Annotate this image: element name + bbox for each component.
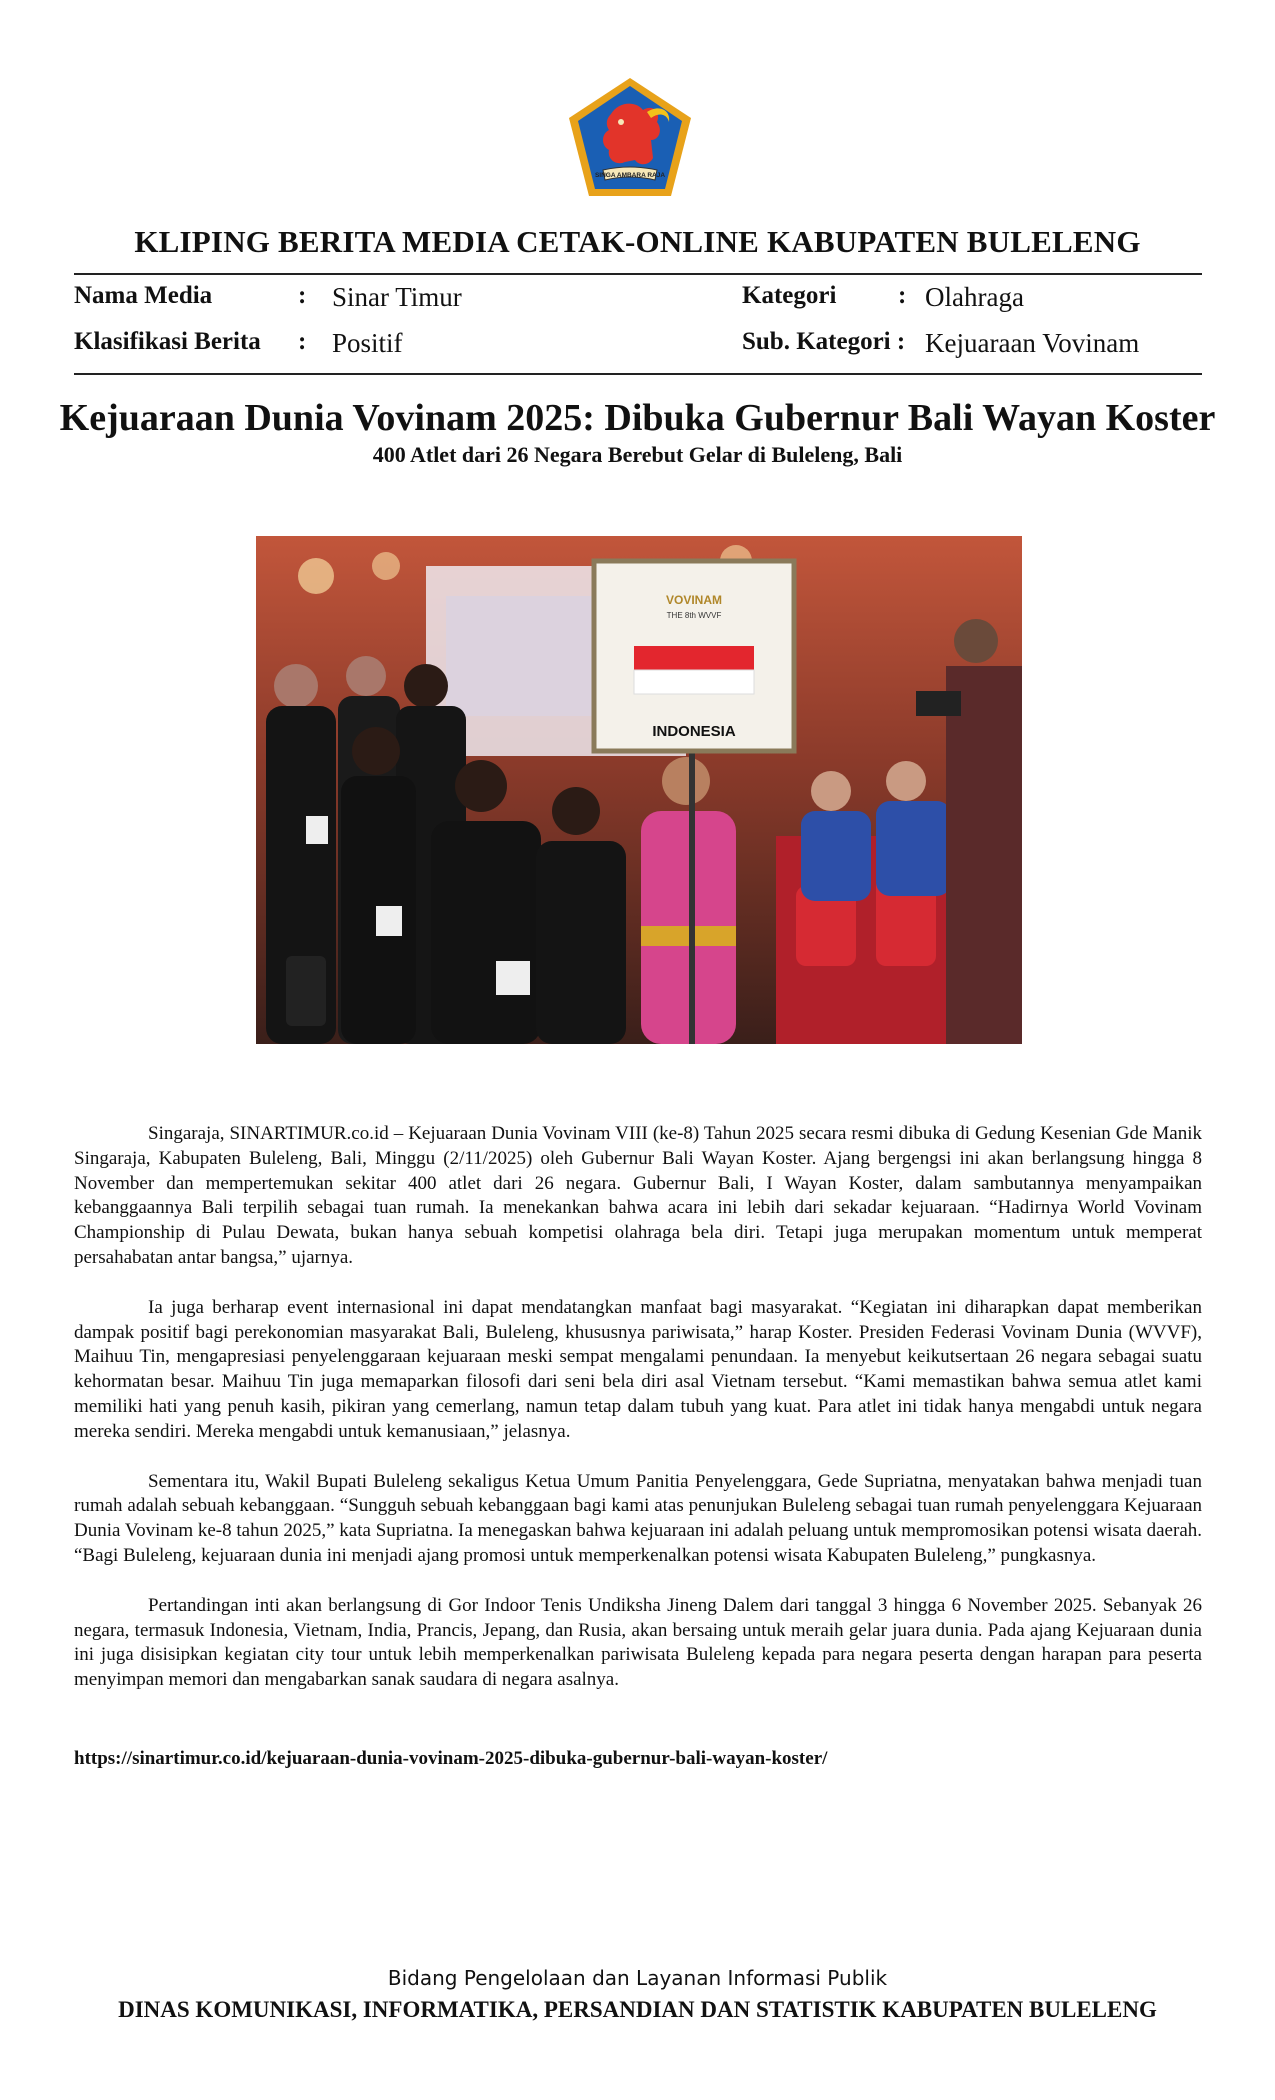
- spectator-head: [811, 771, 851, 811]
- photographer-body: [946, 666, 1022, 1044]
- article-paragraph: Pertandingan inti akan berlangsung di Gor Indoor Tenis Undiksha Jineng Dalem dari tanggal 3 hingga 6 November 2025. Sebanyak 26 negara, termasuk Indonesia, Vietnam, India, Prancis, Jepang, dan Rusia, akan bersaing untuk meraih gelar juara dunia. Pada ajang Kejuaraan dunia ini juga disisipkan kegiatan city tour untuk lebih memperkenalkan pariwisata Buleleng kepada para negara peserta dengan harapan para peserta menyimpan memori dan mengabarkan sanak saudara di negara asalnya.: [74, 1594, 1202, 1691]
- spectator-body: [801, 811, 871, 901]
- lion-eye: [618, 119, 624, 125]
- article-paragraph: Ia juga berharap event internasional ini dapat mendatangkan manfaat bagi masyarakat. “Kegiatan ini diharapkan dapat memberikan dampak positif bagi perekonomian masyarakat Bali, Buleleng, khususnya pariwisata,” harap Koster. Presiden Federasi Vovinam Dunia (WVVF), Maihuu Tin, mengapresiasi penyelenggaraan kejuaraan meski sempat mengalami penundaan. Ia menyebut keikutsertaan 26 negara sebagai suatu kehormatan besar. Maihuu Tin juga memaparkan filosofi dari seni bela diri asal Vietnam tersebut. “Kami memastikan bahwa semua atlet kami memiliki hati yang penuh kasih, pikiran yang cemerlang, namun tetap dalam tubuh yang kuat. Para atlet ini tidak hanya mengabdi untuk negara mereka sendiri. Mereka mengabdi untuk kemanusiaan,” jelasnya.: [74, 1296, 1202, 1442]
- singa-ambara-raja-emblem-icon: [563, 74, 697, 202]
- header-divider-bottom: [74, 373, 1202, 375]
- footer-department: Bidang Pengelolaan dan Layanan Informasi Publik: [387, 1966, 888, 1990]
- article-headline: Kejuaraan Dunia Vovinam 2025: Dibuka Gubernur Bali Wayan Koster: [59, 397, 1216, 439]
- camera: [916, 691, 961, 716]
- sub-kategori-label: Sub. Kategori :: [742, 328, 906, 355]
- flag-red-stripe: [634, 646, 754, 670]
- kategori-value: Olahraga: [925, 282, 1024, 312]
- spectator-head: [886, 761, 926, 801]
- sub-kategori-value: Kejuaraan Vovinam: [925, 328, 1140, 358]
- kategori-colon: :: [898, 282, 907, 309]
- article-body: [74, 1122, 1202, 1718]
- klasifikasi-berita-value: Positif: [332, 328, 403, 358]
- spectator-body: [876, 801, 951, 896]
- photographer-head: [954, 619, 998, 663]
- article-subheadline: 400 Atlet dari 26 Negara Berebut Gelar di Buleleng, Bali: [372, 442, 903, 467]
- nama-media-label: Nama Media: [74, 282, 213, 309]
- clipping-header-title: KLIPING BERITA MEDIA CETAK-ONLINE KABUPATEN BULELENG: [134, 224, 1141, 259]
- emblem-motto: SINGA AMBARA RAJA: [594, 172, 666, 179]
- klasifikasi-berita-label: Klasifikasi Berita: [74, 328, 261, 355]
- phone-foreground: [286, 956, 326, 1026]
- stage-light: [298, 558, 334, 594]
- kategori-label: Kategori: [742, 282, 837, 309]
- article-photo: [256, 536, 1022, 1044]
- sign-logo-text: VOVINAM: [665, 593, 723, 607]
- nama-media-value: Sinar Timur: [332, 282, 462, 312]
- country-sign: [594, 561, 794, 751]
- stage-light: [372, 552, 400, 580]
- klasifikasi-berita-colon: :: [298, 328, 307, 355]
- source-link[interactable]: https://sinartimur.co.id/kejuaraan-dunia-vovinam-2025-dibuka-gubernur-bali-wayan-koster/: [74, 1748, 828, 1769]
- article-paragraph: Singaraja, SINARTIMUR.co.id – Kejuaraan Dunia Vovinam VIII (ke-8) Tahun 2025 secara resmi dibuka di Gedung Kesenian Gde Manik Singaraja, Kabupaten Buleleng, Bali, Minggu (2/11/2025) oleh Gubernur Bali Wayan Koster. Ajang bergengsi ini akan berlangsung hingga 8 November dan mempertemukan sekitar 400 atlet dari 26 negara. Gubernur Bali, I Wayan Koster, dalam sambutannya menyampaikan kebanggaannya Bali terpilih sebagai tuan rumah. Ia menekankan bahwa acara ini lebih dari sekadar kejuaraan. “Hadirnya World Vovinam Championship di Pulau Dewata, bukan hanya sebuah kompetisi olahraga bela diri. Tetapi juga merupakan momentum untuk memperat persahabatan antar bangsa,” ujarnya.: [74, 1123, 1202, 1268]
- article-paragraph: Sementara itu, Wakil Bupati Buleleng sekaligus Ketua Umum Panitia Penyelenggara, Gede Supriatna, menyatakan bahwa menjadi tuan rumah adalah sebuah kebanggaan. “Sungguh sebuah kebanggaan bagi kami atas penunjukan Buleleng sebagai tuan rumah penyelenggara Kejuaraan Dunia Vovinam ke-8 tahun 2025,” kata Supriatna. Ia menegaskan bahwa kejuaraan ini adalah peluang untuk mempromosikan potensi wisata daerah. “Bagi Buleleng, kejuaraan dunia ini menjadi ajang promosi untuk memperkenalkan potensi wisata Kabupaten Buleleng,” pungkasnya.: [74, 1470, 1202, 1566]
- header-divider-top: [74, 273, 1202, 275]
- nama-media-colon: :: [298, 282, 307, 309]
- footer-agency: DINAS KOMUNIKASI, INFORMATIKA, PERSANDIAN DAN STATISTIK KABUPATEN BULELENG: [118, 1997, 1157, 2022]
- flag-white-stripe: [634, 670, 754, 694]
- sign-event-text: THE 8th WVVF: [666, 611, 722, 620]
- sign-country-text: INDONESIA: [652, 723, 736, 740]
